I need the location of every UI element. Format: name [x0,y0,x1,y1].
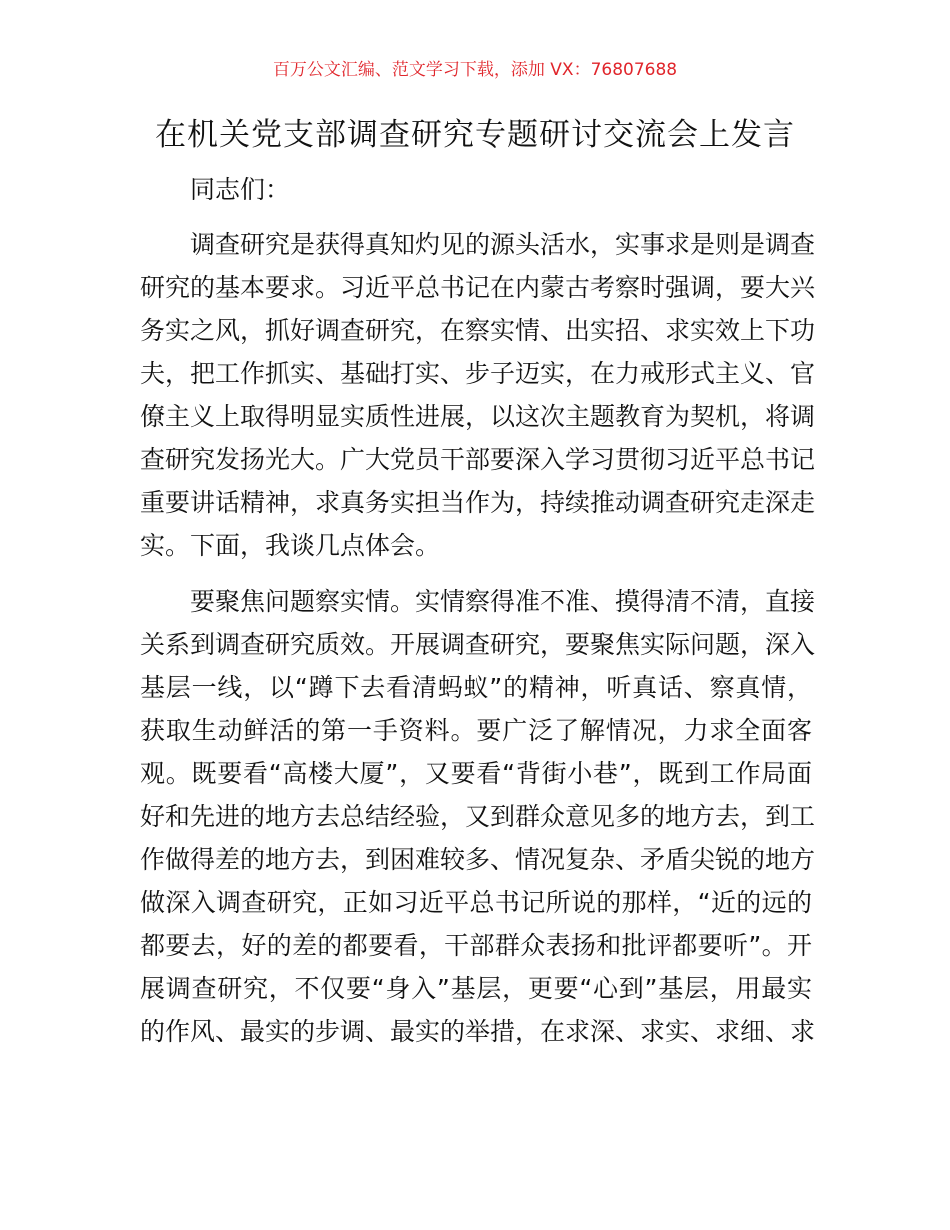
paragraph-1-line: 调查研究是获得真知灼见的源头活水，实事求是则是调查 [190,230,816,259]
paragraph-1-line: 僚主义上取得明显实质性进展，以这次主题教育为契机，将调 [140,402,816,431]
paragraph-2-line: 关系到调查研究质效。开展调查研究，要聚焦实际问题，深入 [140,630,816,659]
paragraph-2-line: 基层一线，以“蹲下去看清蚂蚁”的精神，听真话、察真情， [140,673,812,702]
salutation: 同志们： [190,175,291,204]
watermark-banner: 百万公文汇编、范文学习下载，添加 VX：76807688 [272,60,678,80]
paragraph-2-line: 展调查研究，不仅要“身入”基层，更要“心到”基层，用最实 [140,974,812,1003]
paragraph-1-line: 查研究发扬光大。广大党员干部要深入学习贯彻习近平总书记 [140,445,816,474]
paragraph-2-line: 要聚焦问题察实情。实情察得准不准、摸得清不清，直接 [190,587,816,616]
paragraph-2-line: 好和先进的地方去总结经验，又到群众意见多的地方去，到工 [140,802,816,831]
paragraph-2-line: 的作风、最实的步调、最实的举措，在求深、求实、求细、求 [140,1017,816,1046]
paragraph-2-line: 都要去，好的差的都要看，干部群众表扬和批评都要听”。开 [140,931,812,960]
paragraph-1-line: 实。下面，我谈几点体会。 [140,531,441,560]
paragraph-1-line: 夫，把工作抓实、基础打实、步子迈实，在力戒形式主义、官 [140,359,816,388]
paragraph-2-line: 做深入调查研究，正如习近平总书记所说的那样，“近的远的 [140,888,812,917]
paragraph-2-line: 观。既要看“高楼大厦”，又要看“背街小巷”，既到工作局面 [140,759,812,788]
paragraph-2-line: 获取生动鲜活的第一手资料。要广泛了解情况，力求全面客 [140,716,812,745]
paragraph-2-line: 作做得差的地方去，到困难较多、情况复杂、矛盾尖锐的地方 [140,845,816,874]
paragraph-1-line: 研究的基本要求。习近平总书记在内蒙古考察时强调，要大兴 [140,273,816,302]
paragraph-1-line: 重要讲话精神，求真务实担当作为，持续推动调查研究走深走 [140,488,816,517]
document-title: 在机关党支部调查研究专题研讨交流会上发言 [155,117,795,153]
paragraph-1-line: 务实之风，抓好调查研究，在察实情、出实招、求实效上下功 [140,316,816,345]
